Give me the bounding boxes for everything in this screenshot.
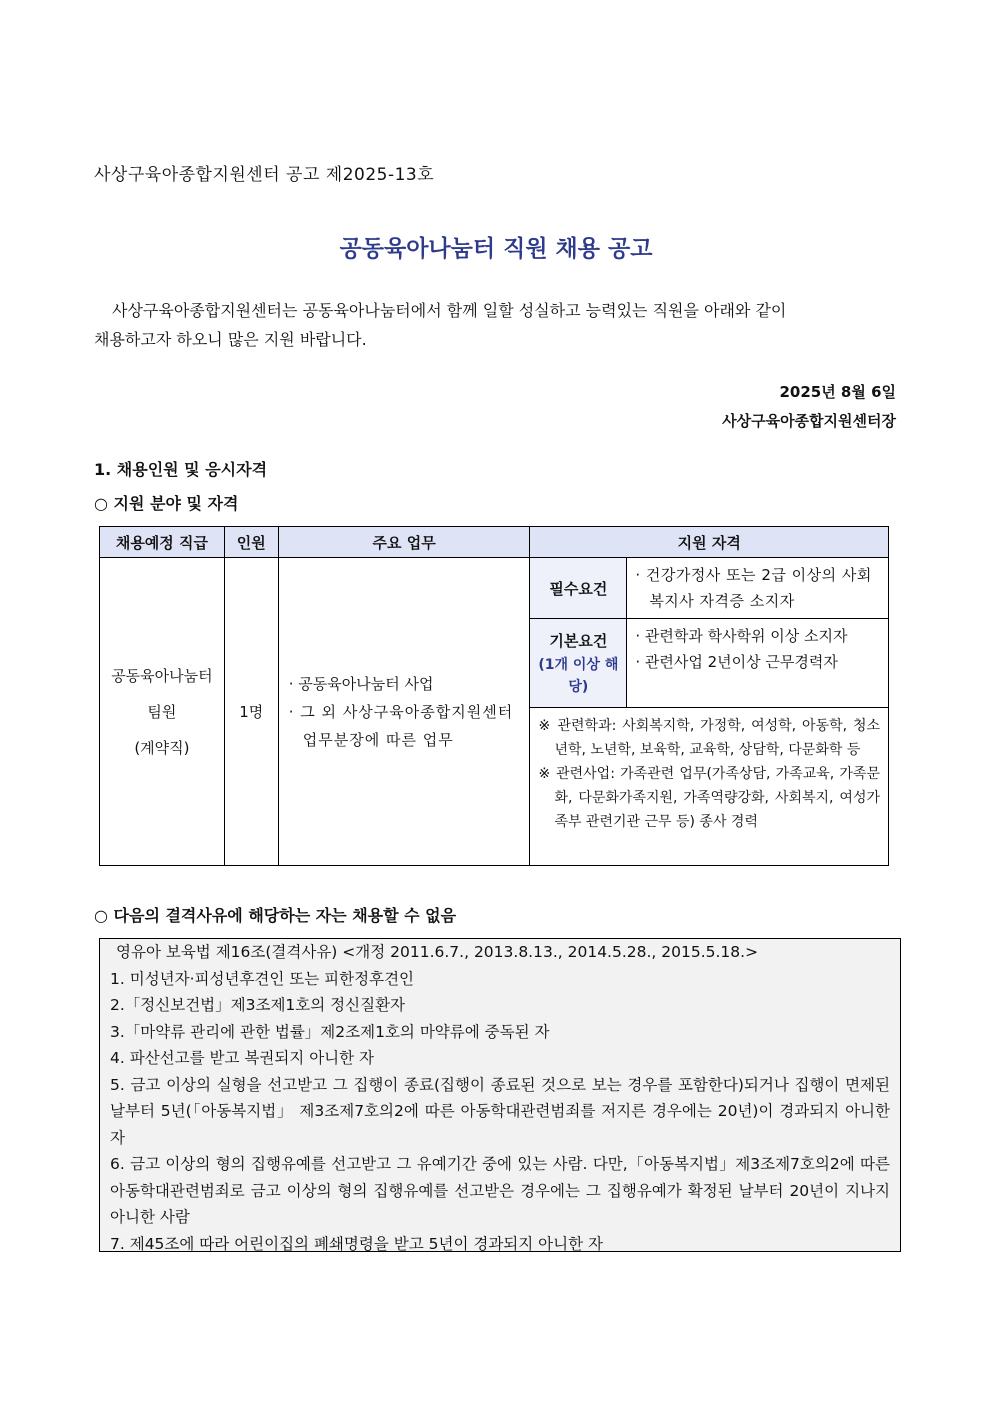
basic-label-cell [530,619,627,708]
required-label: 필수요건 [530,558,627,619]
header-headcount: 인원 [224,527,278,558]
position-line-2: 팀원 [147,702,177,721]
header-position: 채용예정 직급 [100,527,225,558]
header-duties: 주요 업무 [278,527,530,558]
intro-paragraph [94,296,894,354]
list-item: 7. 제45조에 따라 어린이집의 폐쇄명령을 받고 5년이 경과되지 아니한 자 [110,1234,603,1253]
disqualification-box [99,938,901,1252]
list-item: 5. 금고 이상의 실형을 선고받고 그 집행이 종료(집행이 종료된 것으로 보는 경우를 포함한다)되거나 집행이 면제된 날부터 5년(「아동복지법」 제3조제7호의2에 따른 아동학대관련범죄를 저지른 경우에는 20년)이 경과되지 아니한 자 [110,1075,890,1147]
notes-cell [530,708,889,866]
basic-item: · 관련사업 2년이상 근무경력자 [635,653,838,671]
law-reference: 영유아 보육법 제16조(결격사유) <개정 2011.6.7., 2013.8.13., 2014.5.28., 2015.5.18.> [116,943,759,961]
table-header-row [100,527,889,558]
issuer-name: 사상구육아종합지원센터장 [722,412,896,430]
headcount-cell: 1명 [224,558,278,866]
header-qualifications: 지원 자격 [530,527,889,558]
notice-number: 사상구육아종합지원센터 공고 제2025-13호 [94,165,435,185]
basic-sub-label: (1개 이상 해당) [538,657,619,695]
position-line-1: 공동육아나눔터 [111,666,213,685]
note-related-majors: ※ 관련학과: 사회복지학, 가정학, 여성학, 아동학, 청소년학, 노년학, 보육학, 교육학, 상담학, 다문화학 등 [538,718,880,758]
page-title: 공동육아나눔터 직원 채용 공고 [339,236,653,262]
list-item: 3.「마약류 관리에 관한 법률」제2조제1호의 마약류에 중독된 자 [110,1022,550,1041]
list-item: 2.「정신보건법」제3조제1호의 정신질환자 [110,996,406,1014]
notice-date: 2025년 8월 6일 [779,383,896,401]
basic-item: · 관련학과 학사학위 이상 소지자 [635,627,848,645]
intro-line-1: 사상구육아종합지원센터는 공동육아나눔터에서 함께 일할 성실하고 능력있는 직원을 아래와 같이 [112,301,787,320]
disqualification-heading: ○ 다음의 결격사유에 해당하는 자는 채용할 수 없음 [94,906,457,925]
required-text: · 건강가정사 또는 2급 이상의 사회복지사 자격증 소지자 [627,558,889,619]
intro-line-2: 채용하고자 하오니 많은 지원 바랍니다. [94,330,367,349]
basic-label: 기본요건 [549,632,608,650]
table-row [100,558,889,619]
duties-cell [278,558,530,866]
list-item: 4. 파산선고를 받고 복권되지 아니한 자 [110,1049,375,1067]
note-related-work: ※ 관련사업: 가족관련 업무(가족상담, 가족교육, 가족문화, 다문화가족지원, 가족역량강화, 사회복지, 여성가족부 관련기관 근무 등) 종사 경력 [538,766,880,830]
date-block [722,378,896,436]
duty-item: · 그 외 사상구육아종합지원센터 업무분장에 따른 업무 [288,702,514,749]
list-item: 6. 금고 이상의 형의 집행유예를 선고받고 그 유예기간 중에 있는 사람. 다만,「아동복지법」제3조제7호의2에 따른 아동학대관련범죄로 금고 이상의 형의 집행유예를 선고받은 경우에는 그 집행유예가 확정된 날부터 20년이 지나지 아니한 사람 [110,1155,890,1226]
subsection-heading: ○ 지원 분야 및 자격 [94,494,239,513]
duty-item: · 공동육아나눔터 사업 [288,674,434,693]
position-line-3: (계약직) [134,738,190,757]
position-cell [100,558,225,866]
basic-text-cell [627,619,889,708]
section-heading: 1. 채용인원 및 응시자격 [94,460,268,479]
list-item: 1. 미성년자·피성년후견인 또는 피한정후견인 [110,969,415,988]
recruitment-table [99,526,889,866]
